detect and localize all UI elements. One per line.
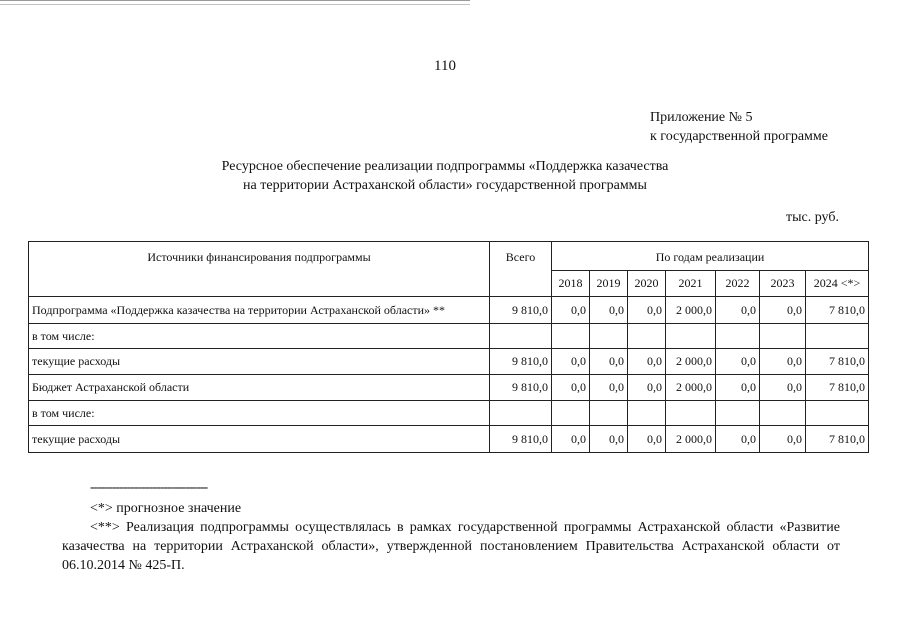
units-label: тыс. руб. bbox=[786, 210, 839, 225]
year-value bbox=[760, 401, 806, 426]
row-label: Бюджет Астраханской области bbox=[29, 375, 490, 401]
year-value bbox=[552, 324, 590, 349]
row-label: текущие расходы bbox=[29, 349, 490, 375]
table-row bbox=[29, 375, 869, 401]
row-total: 9 810,0 bbox=[490, 375, 552, 401]
table-row bbox=[29, 324, 869, 349]
year-value: 0,0 bbox=[716, 349, 760, 375]
year-cell: 2019 bbox=[590, 271, 628, 297]
financing-table bbox=[28, 241, 869, 453]
year-cell: 2021 bbox=[666, 271, 716, 297]
year-value: 0,0 bbox=[552, 426, 590, 453]
year-value: 7 810,0 bbox=[806, 349, 869, 375]
year-value bbox=[552, 401, 590, 426]
year-value: 0,0 bbox=[760, 426, 806, 453]
year-cell: 2020 bbox=[628, 271, 666, 297]
document-title bbox=[0, 157, 890, 195]
table-row bbox=[29, 401, 869, 426]
year-value: 0,0 bbox=[552, 349, 590, 375]
year-value: 0,0 bbox=[590, 349, 628, 375]
year-value bbox=[716, 324, 760, 349]
year-value bbox=[628, 324, 666, 349]
year-value: 2 000,0 bbox=[666, 375, 716, 401]
page-number: 110 bbox=[434, 58, 456, 74]
table-row bbox=[29, 349, 869, 375]
title-line-2: на территории Астраханской области» государственной программы bbox=[243, 178, 647, 193]
year-value bbox=[666, 401, 716, 426]
year-value: 0,0 bbox=[628, 349, 666, 375]
year-value: 0,0 bbox=[590, 375, 628, 401]
row-total bbox=[490, 324, 552, 349]
year-value: 2 000,0 bbox=[666, 426, 716, 453]
appendix-line-1: Приложение № 5 bbox=[650, 110, 753, 125]
year-value: 0,0 bbox=[628, 375, 666, 401]
header-source: Источники финансирования подпрограммы bbox=[29, 242, 490, 297]
year-value: 0,0 bbox=[628, 297, 666, 324]
year-cell: 2024 <*> bbox=[806, 271, 869, 297]
year-value: 0,0 bbox=[590, 297, 628, 324]
row-label: Подпрограмма «Поддержка казачества на территории Астраханской области» ** bbox=[29, 297, 490, 324]
year-value: 0,0 bbox=[760, 297, 806, 324]
row-label: в том числе: bbox=[29, 401, 490, 426]
header-total: Всего bbox=[490, 242, 552, 297]
table-body bbox=[29, 297, 869, 453]
year-value: 2 000,0 bbox=[666, 297, 716, 324]
year-value: 0,0 bbox=[716, 426, 760, 453]
appendix-reference bbox=[650, 108, 828, 146]
footnote-1: <*> прогнозное значение bbox=[90, 501, 242, 516]
row-label: текущие расходы bbox=[29, 426, 490, 453]
row-total: 9 810,0 bbox=[490, 349, 552, 375]
year-value: 2 000,0 bbox=[666, 349, 716, 375]
footnote-separator: -------------------------------- bbox=[90, 480, 208, 495]
table-row bbox=[29, 297, 869, 324]
appendix-line-2: к государственной программе bbox=[650, 129, 828, 144]
row-total: 9 810,0 bbox=[490, 297, 552, 324]
year-value bbox=[666, 324, 716, 349]
year-value: 0,0 bbox=[760, 349, 806, 375]
year-value: 0,0 bbox=[760, 375, 806, 401]
year-value: 7 810,0 bbox=[806, 375, 869, 401]
table-row bbox=[29, 426, 869, 453]
year-value: 0,0 bbox=[590, 426, 628, 453]
header-years: По годам реализации bbox=[552, 242, 869, 271]
year-value bbox=[590, 401, 628, 426]
year-value bbox=[760, 324, 806, 349]
year-value: 0,0 bbox=[716, 297, 760, 324]
year-value: 7 810,0 bbox=[806, 426, 869, 453]
year-value bbox=[806, 324, 869, 349]
year-value: 7 810,0 bbox=[806, 297, 869, 324]
row-total bbox=[490, 401, 552, 426]
footnote-2: <**> Реализация подпрограммы осуществлялась в рамках государственной программы Астраханской области «Развитие казачества на территории Астраханской области», утвержденной постановлением Правительства Астраханской области от 06.10.2014 № 425-П. bbox=[62, 520, 840, 573]
year-cell: 2018 bbox=[552, 271, 590, 297]
year-value bbox=[716, 401, 760, 426]
year-value bbox=[590, 324, 628, 349]
year-cell: 2022 bbox=[716, 271, 760, 297]
year-value bbox=[806, 401, 869, 426]
year-value bbox=[628, 401, 666, 426]
year-cell: 2023 bbox=[760, 271, 806, 297]
scan-top-line-2 bbox=[0, 4, 470, 5]
year-value: 0,0 bbox=[552, 297, 590, 324]
row-total: 9 810,0 bbox=[490, 426, 552, 453]
year-value: 0,0 bbox=[628, 426, 666, 453]
scan-top-line bbox=[0, 0, 470, 1]
year-value: 0,0 bbox=[716, 375, 760, 401]
row-label: в том числе: bbox=[29, 324, 490, 349]
title-line-1: Ресурсное обеспечение реализации подпрограммы «Поддержка казачества bbox=[221, 159, 669, 174]
footnotes bbox=[62, 478, 840, 575]
year-value: 0,0 bbox=[552, 375, 590, 401]
